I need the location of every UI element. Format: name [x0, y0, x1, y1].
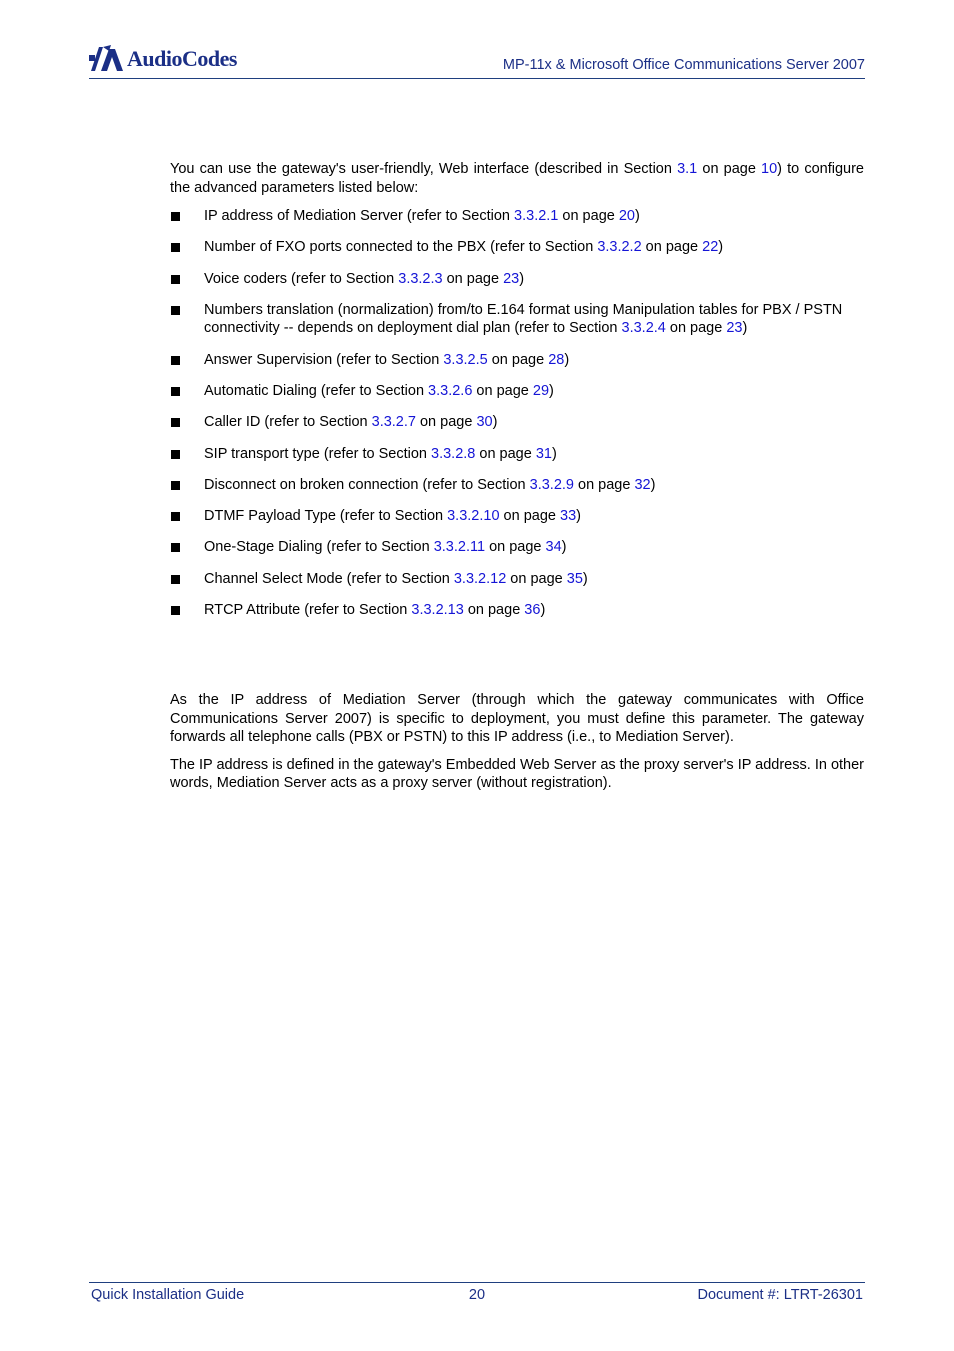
- page-link[interactable]: 22: [702, 239, 719, 256]
- square-bullet-icon: [171, 387, 180, 396]
- section-link[interactable]: 3.3.2.11: [433, 539, 486, 556]
- list-item: Automatic Dialing (refer to Section 3.3.2.6 on page 29): [170, 382, 864, 401]
- page-link[interactable]: 29: [532, 382, 550, 399]
- footer-guide-title: Quick Installation Guide: [91, 1287, 245, 1303]
- list-item: SIP transport type (refer to Section 3.3.2.8 on page 31): [170, 445, 864, 464]
- section-link[interactable]: 3.3.2.2: [597, 239, 642, 256]
- square-bullet-icon: [171, 543, 180, 552]
- page-link[interactable]: 32: [634, 476, 651, 493]
- section-link[interactable]: 3.3.2.8: [431, 445, 476, 462]
- body-paragraph: The IP address is defined in the gateway's Embedded Web Server as the proxy server's IP address. In other words, Mediation Server acts as a proxy server (without registration).: [170, 756, 864, 791]
- square-bullet-icon: [171, 212, 180, 221]
- page-link[interactable]: 23: [726, 320, 743, 337]
- list-item: RTCP Attribute (refer to Section 3.3.2.13 on page 36): [170, 601, 864, 620]
- page-link[interactable]: 23: [503, 270, 520, 287]
- page-link[interactable]: 34: [545, 539, 562, 556]
- square-bullet-icon: [171, 575, 180, 584]
- page-link[interactable]: 20: [618, 208, 635, 224]
- page-link[interactable]: 35: [566, 570, 583, 587]
- audiocodes-logo: [89, 44, 237, 74]
- audiocodes-logo-icon: [89, 45, 123, 73]
- section-link[interactable]: 3.3.2.12: [453, 570, 507, 587]
- page-header: [89, 40, 865, 79]
- section-link[interactable]: 3.3.2.6: [428, 382, 473, 399]
- list-item: Numbers translation (normalization) from/to E.164 format using Manipulation tables for PBX / PSTN connectivity -- depends on deployment dial plan (refer to Section 3.3.2.4 on page 23): [170, 301, 864, 338]
- page-footer: [89, 1282, 865, 1313]
- square-bullet-icon: [171, 450, 180, 459]
- list-item: DTMF Payload Type (refer to Section 3.3.2.10 on page 33): [170, 507, 864, 526]
- square-bullet-icon: [171, 356, 180, 365]
- page-link[interactable]: 31: [535, 445, 552, 462]
- section-link[interactable]: 3.3.2.1: [514, 208, 559, 224]
- page-link[interactable]: 28: [548, 351, 565, 368]
- document-number: Document #: LTRT-26301: [697, 1287, 863, 1303]
- section-link[interactable]: 3.1: [677, 161, 698, 177]
- list-item: IP address of Mediation Server (refer to Section 3.3.2.1 on page 20): [170, 207, 864, 226]
- list-item: Channel Select Mode (refer to Section 3.3.2.12 on page 35): [170, 570, 864, 589]
- square-bullet-icon: [171, 606, 180, 615]
- square-bullet-icon: [171, 306, 180, 315]
- square-bullet-icon: [171, 512, 180, 521]
- page-link[interactable]: 33: [560, 508, 577, 525]
- mediation-server-section: [170, 691, 864, 802]
- section-link[interactable]: 3.3.2.9: [529, 476, 574, 493]
- body-paragraph: As the IP address of Mediation Server (through which the gateway communicates with Office Communications Server 2007) is specific to deployment, you must define this parameter. The gateway forwards all telephone calls (PBX or PSTN) to this IP address (i.e., to Mediation Server).: [170, 692, 864, 745]
- document-title: MP-11x & Microsoft Office Communications Server 2007: [502, 57, 865, 73]
- logo-text: AudioCodes: [127, 46, 237, 71]
- section-link[interactable]: 3.3.2.3: [398, 270, 443, 287]
- square-bullet-icon: [171, 418, 180, 427]
- page-link[interactable]: 36: [524, 602, 541, 619]
- section-link[interactable]: 3.3.2.13: [411, 602, 464, 619]
- list-item: One-Stage Dialing (refer to Section 3.3.2.11 on page 34): [170, 538, 864, 557]
- list-item: Disconnect on broken connection (refer to Section 3.3.2.9 on page 32): [170, 476, 864, 495]
- section-link[interactable]: 3.3.2.5: [443, 351, 488, 368]
- section-link[interactable]: 3.3.2.4: [621, 320, 666, 337]
- list-item: Caller ID (refer to Section 3.3.2.7 on page 30): [170, 413, 864, 432]
- section-link[interactable]: 3.3.2.7: [371, 414, 416, 431]
- list-item: Answer Supervision (refer to Section 3.3.2.5 on page 28): [170, 351, 864, 370]
- square-bullet-icon: [171, 243, 180, 252]
- square-bullet-icon: [171, 275, 180, 284]
- section-link[interactable]: 3.3.2.10: [447, 508, 500, 525]
- page-link[interactable]: 10: [761, 161, 778, 177]
- square-bullet-icon: [171, 481, 180, 490]
- intro-paragraph: You can use the gateway's user-friendly, Web interface (described in Section 3.1 on page 10) to configure the advanced parameters listed below:: [170, 161, 864, 196]
- parameter-list: [170, 207, 864, 620]
- list-item: Voice coders (refer to Section 3.3.2.3 on page 23): [170, 270, 864, 289]
- list-item: Number of FXO ports connected to the PBX (refer to Section 3.3.2.2 on page 22): [170, 238, 864, 257]
- page-link[interactable]: 30: [476, 414, 493, 431]
- main-content: [170, 160, 864, 632]
- page-number: 20: [468, 1287, 486, 1303]
